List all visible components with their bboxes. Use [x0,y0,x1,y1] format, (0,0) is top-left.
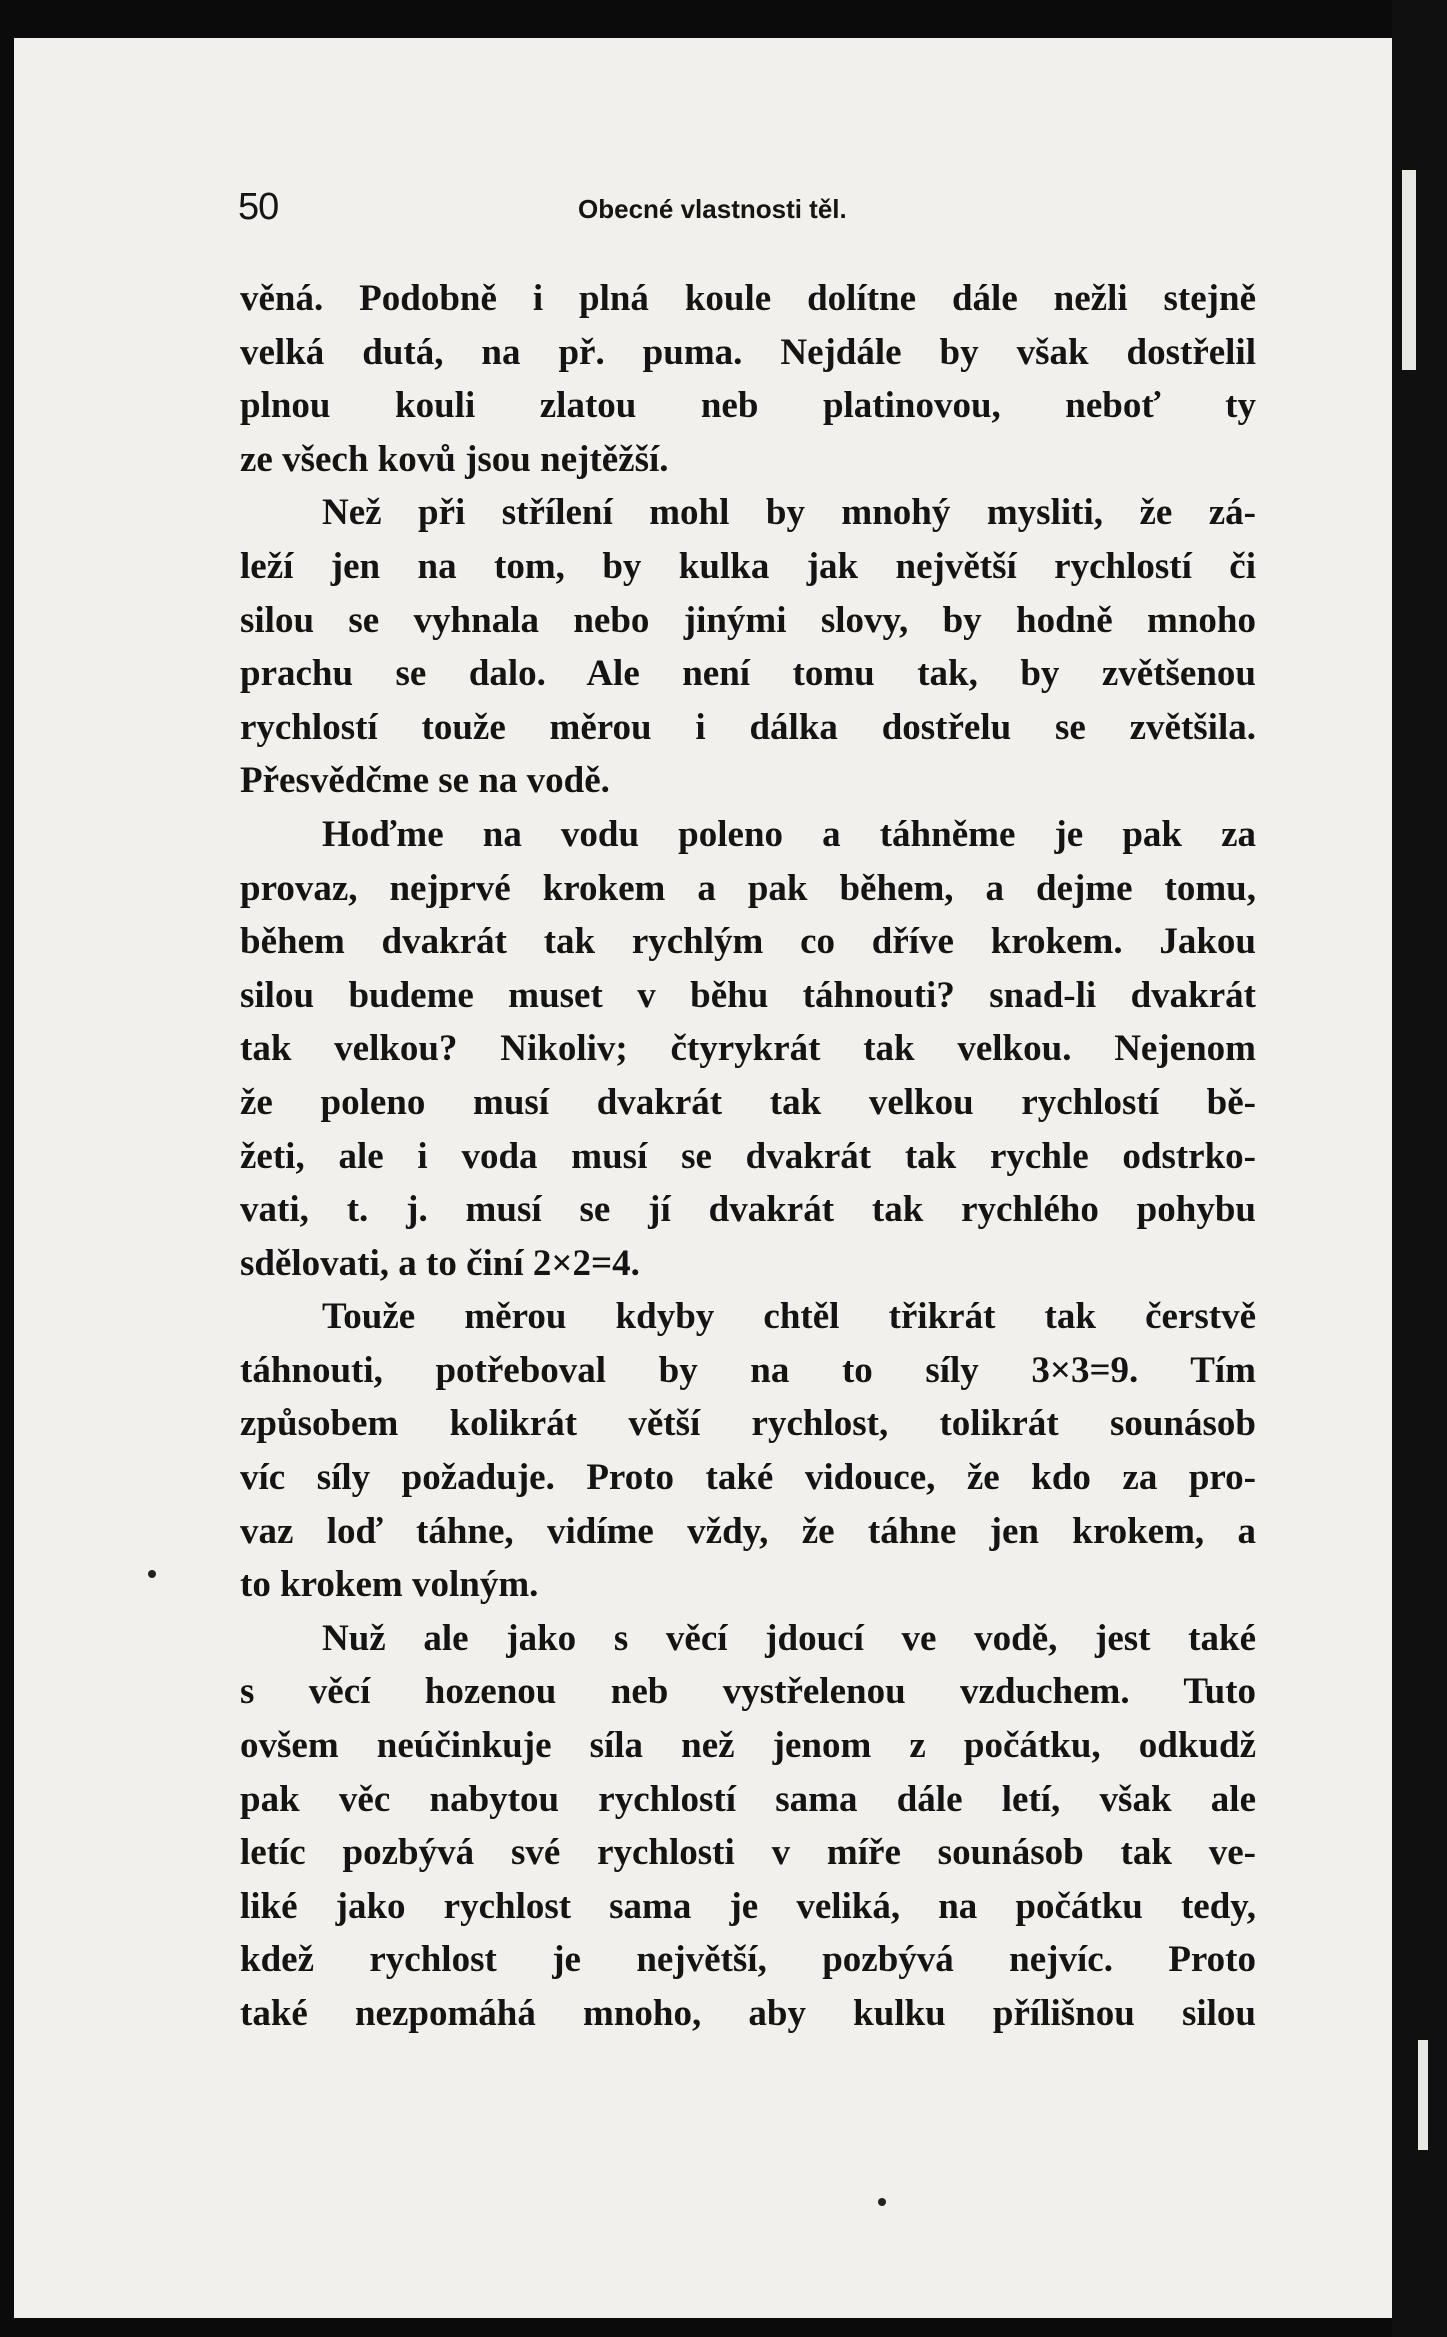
text-line: Nuž ale jako s věcí jdoucí ve vodě, jest také [322,1617,1256,1659]
text-line: Hoďme na vodu poleno a táhněme je pak za [322,813,1256,855]
text-line: letíc pozbývá své rychlosti v míře sounásob tak ve- [240,1832,1256,1874]
text-line: provaz, nejprvé krokem a pak během, a dejme tomu, [240,867,1256,909]
page-header [238,186,1258,246]
text-line: kdež rychlost je největší, pozbývá nejvíc. Proto [240,1939,1256,1981]
text-line: pak věc nabytou rychlostí sama dále letí, však ale [240,1778,1256,1820]
next-page-edge [1402,170,1416,370]
page-number: 50 [238,186,279,228]
text-line: Než při střílení mohl by mnohý mysliti, že zá- [322,492,1256,534]
text-line: žeti, ale i voda musí se dvakrát tak rychle odstrko- [240,1135,1256,1177]
text-line: leží jen na tom, by kulka jak největší rychlostí či [240,545,1256,587]
next-page-edge-lower [1418,2040,1428,2150]
text-line: silou se vyhnala nebo jinými slovy, by hodně mnoho [240,599,1256,641]
text-line: ovšem neúčinkuje síla než jenom z počátku, odkudž [240,1725,1256,1767]
text-line: vaz loď táhne, vidíme vždy, že táhne jen krokem, a [240,1510,1256,1552]
speck-mark [148,1570,156,1578]
speck-mark [878,2198,886,2206]
page-edge-shadow [1392,0,1447,2337]
body-text [240,272,1256,2041]
text-line: tak velkou? Nikoliv; čtyrykrát tak velkou. Nejenom [240,1028,1256,1070]
text-line: s věcí hozenou neb vystřelenou vzduchem. Tuto [240,1671,1256,1713]
text-line: věná. Podobně i plná koule dolítne dále nežli stejně [240,278,1256,319]
text-line: Přesvědčme se na vodě. [240,760,610,802]
text-line: ze všech kovů jsou nejtěžší. [240,438,669,480]
text-line: sdělovati, a to činí 2×2=4. [240,1242,640,1284]
text-line: prachu se dalo. Ale není tomu tak, by zvětšenou [240,653,1256,695]
text-line: že poleno musí dvakrát tak velkou rychlostí bě- [240,1081,1256,1123]
text-line: rychlostí touže měrou i dálka dostřelu se zvětšila. [240,706,1256,748]
text-line: plnou kouli zlatou neb platinovou, neboť ty [240,385,1256,427]
text-line: to krokem volným. [240,1564,539,1606]
text-line: Touže měrou kdyby chtěl třikrát tak čerstvě [322,1296,1256,1338]
running-title: Obecné vlastnosti těl. [578,194,847,224]
text-line: táhnouti, potřeboval by na to síly 3×3=9. Tím [240,1349,1256,1391]
text-line: vati, t. j. musí se jí dvakrát tak rychlého pohybu [240,1189,1256,1231]
text-line: víc síly požaduje. Proto také vidouce, že kdo za pro- [240,1457,1256,1499]
text-line: způsobem kolikrát větší rychlost, tolikrát sounásob [240,1403,1256,1445]
text-line: silou budeme muset v běhu táhnouti? snad-li dvakrát [240,974,1256,1016]
text-line: liké jako rychlost sama je veliká, na počátku tedy, [240,1885,1256,1927]
text-line: velká dutá, na př. puma. Nejdále by však dostřelil [240,331,1256,373]
text-line: také nezpomáhá mnoho, aby kulku přílišnou silou [240,1993,1256,2034]
text-line: během dvakrát tak rychlým co dříve krokem. Jakou [240,921,1256,963]
